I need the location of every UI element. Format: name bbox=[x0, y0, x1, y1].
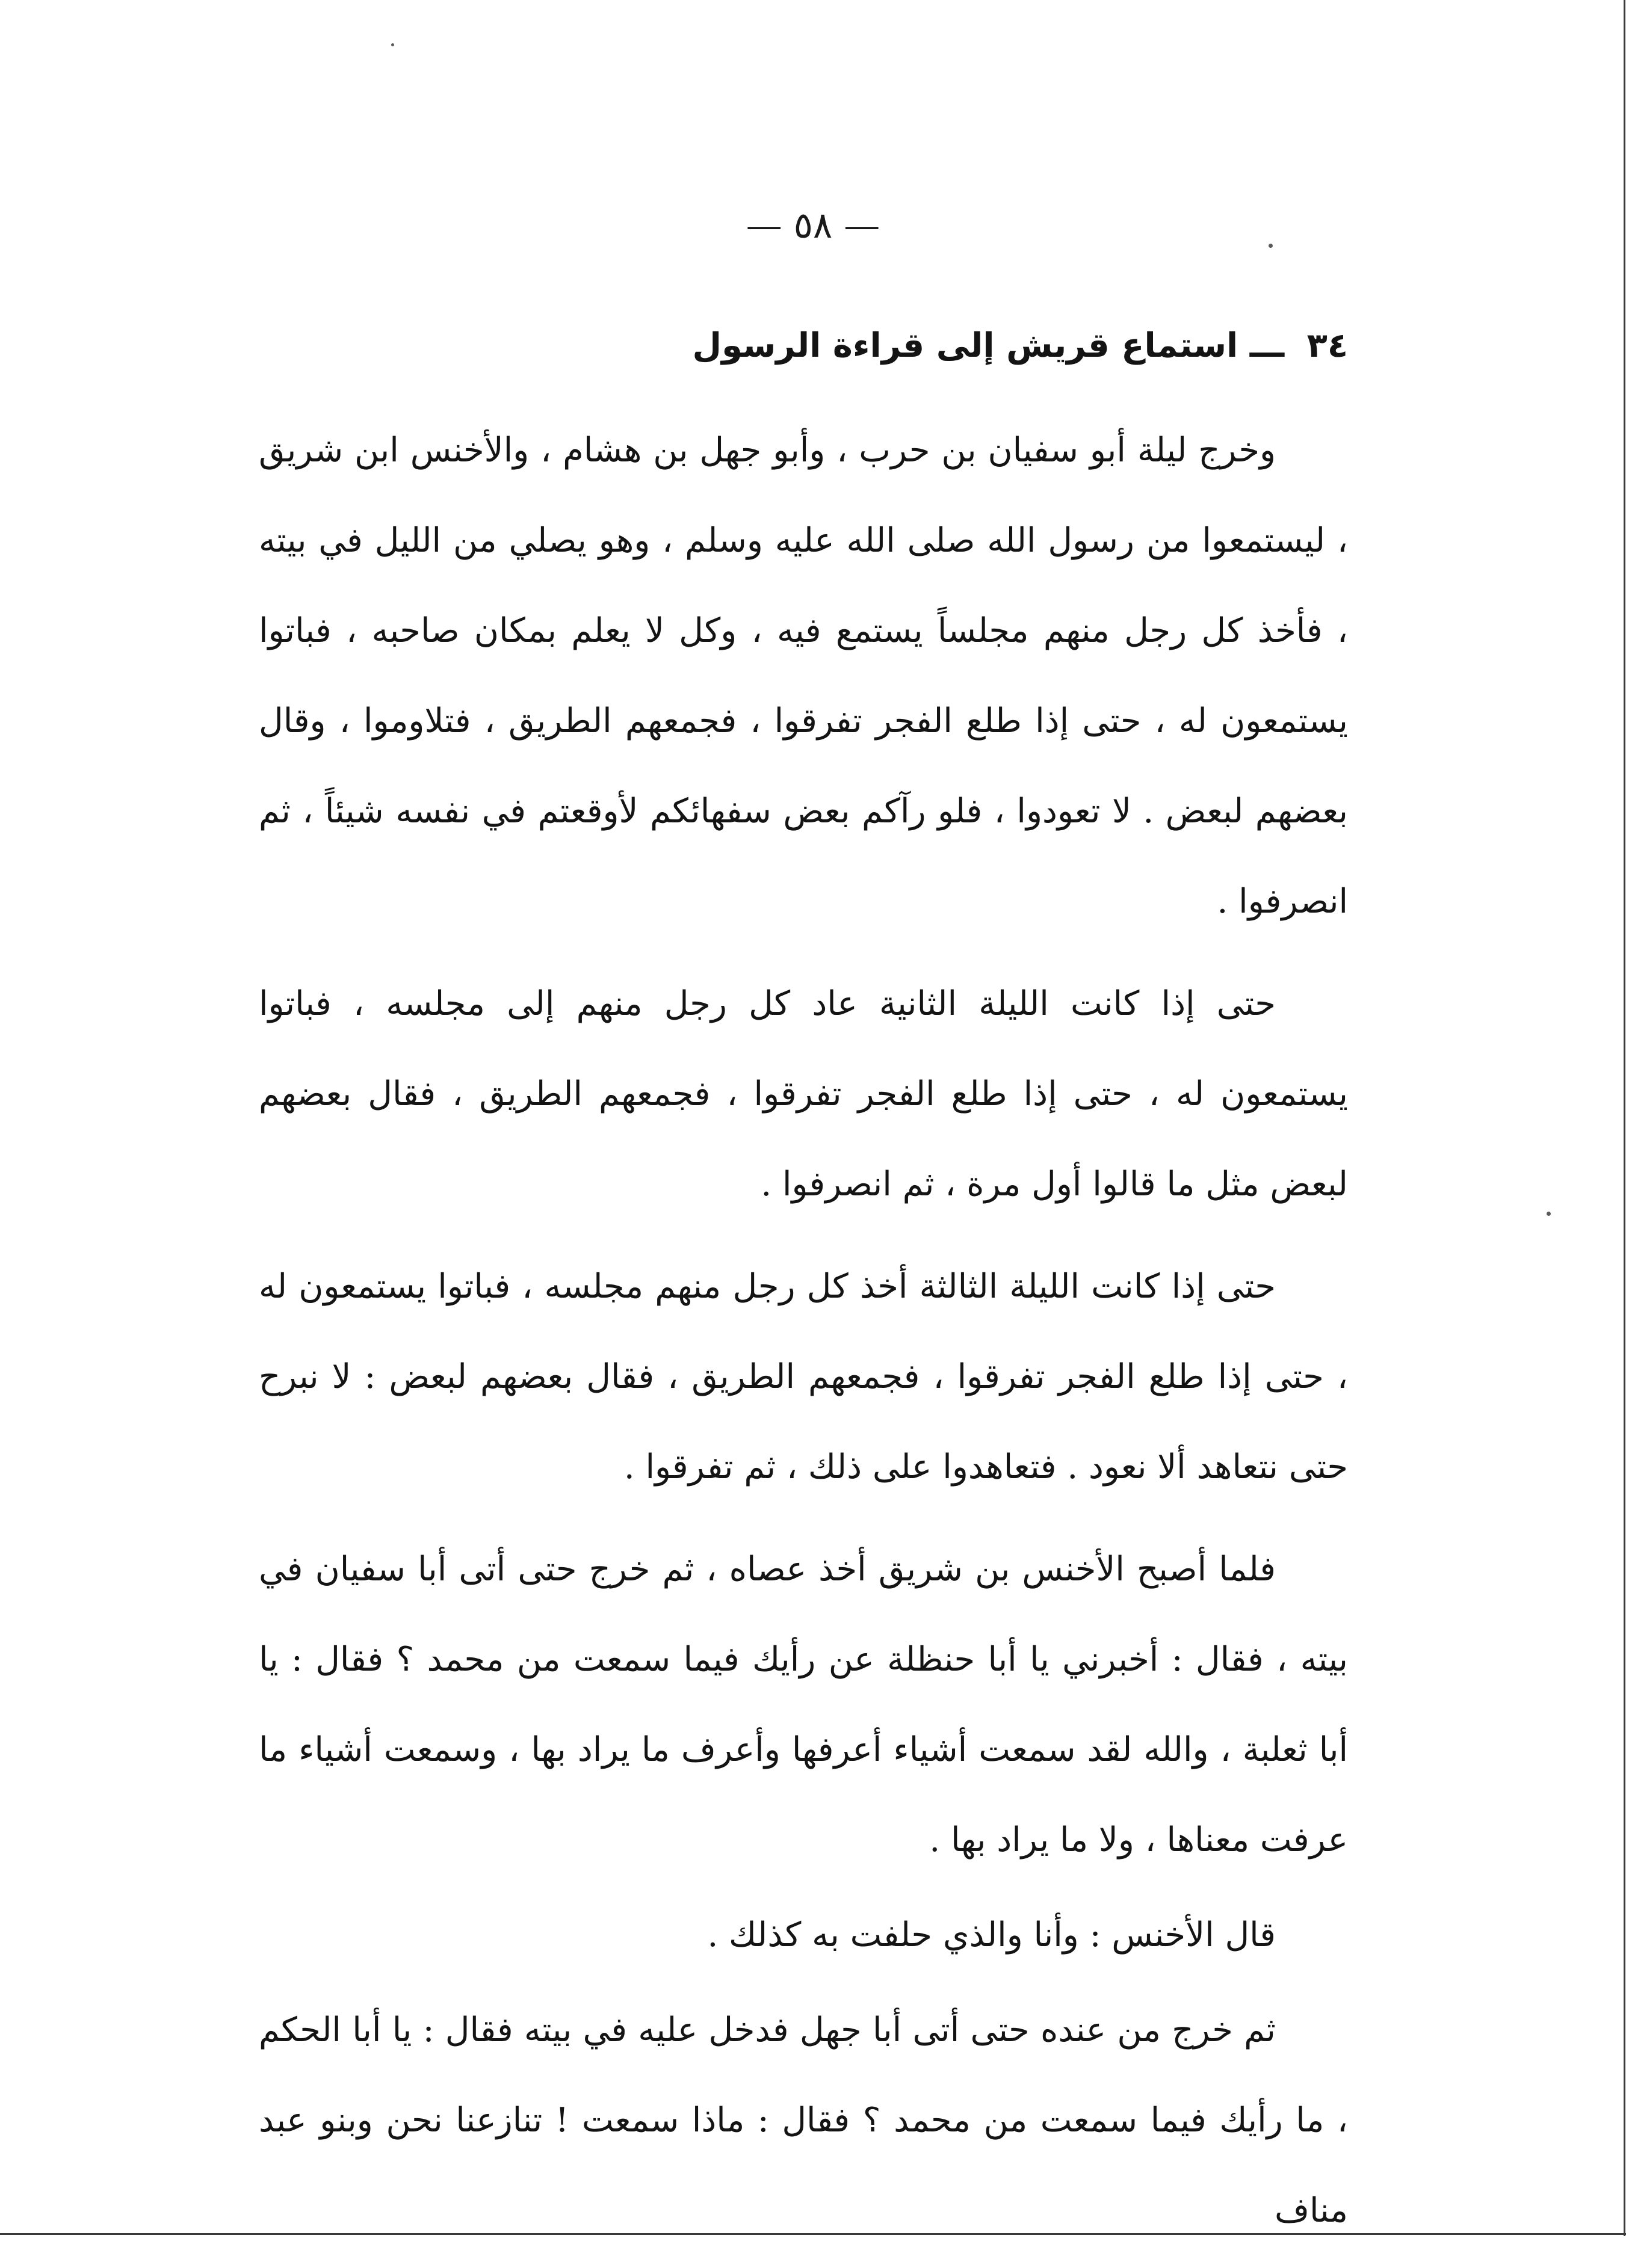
scan-speck bbox=[1547, 1212, 1551, 1216]
paragraph-3: حتى إذا كانت الليلة الثالثة أخذ كل رجل منهم مجلسه ، فباتوا يستمعون له ، حتى إذا طلع الفجر تفرقوا ، فجمعهم الطريق ، فقال بعضهم لبعض : لا نبرح حتى نتعاهد ألا نعود . فتعاهدوا على ذلك ، ثم تفرقوا . bbox=[259, 1267, 1349, 1487]
paragraph-1: وخرج ليلة أبو سفيان بن حرب ، وأبو جهل بن هشام ، والأخنس ابن شريق ، ليستمعوا من رسول الله صلى الله عليه وسلم ، وهو يصلي من الليل في بيته ، فأخذ كل رجل منهم مجلساً يستمع فيه ، وكل لا يعلم بمكان صاحبه ، فباتوا يستمعون له ، حتى إذا طلع الفجر تفرقوا ، فجمعهم الطريق ، فتلاوموا ، وقال بعضهم لبعض . لا تعودوا ، فلو رآكم بعض سفهائكم لأوقعتم في نفسه شيئاً ، ثم انصرفوا . bbox=[259, 431, 1349, 921]
page-content bbox=[259, 313, 1348, 2268]
paragraph-2: حتى إذا كانت الليلة الثانية عاد كل رجل منهم إلى مجلسه ، فباتوا يستمعون له ، حتى إذا طلع الفجر تفرقوا ، فجمعهم الطريق ، فقال بعضهم لبعض مثل ما قالوا أول مرة ، ثم انصرفوا . bbox=[259, 984, 1348, 1204]
paragraph-6: ثم خرج من عنده حتى أتى أبا جهل فدخل عليه في بيته فقال : يا أبا الحكم ، ما رأيك فيما سمعت من محمد ؟ فقال : ماذا سمعت ! تنازعنا نحن وبنو عبد مناف bbox=[259, 2011, 1348, 2230]
section-number: ٣٤ bbox=[1306, 326, 1348, 365]
paragraph-5: قال الأخنس : وأنا والذي حلفت به كذلك . bbox=[707, 1915, 1276, 1955]
scan-speck bbox=[1269, 244, 1273, 248]
paragraph-4: فلما أصبح الأخنس بن شريق أخذ عصاه ، ثم خرج حتى أتى أبا سفيان في بيته ، فقال : أخبرني يا أبا حنظلة عن رأيك فيما سمعت من محمد ؟ فقال : يا أبا ثعلبة ، والله لقد سمعت أشياء أعرفها وأعرف ما يراد بها ، وسمعت أشياء ما عرفت معناها ، ولا ما يراد بها . bbox=[259, 1550, 1349, 1860]
section-title: استماع قريش إلى قراءة الرسول bbox=[692, 326, 1238, 365]
page-number: — ٥٨ — bbox=[746, 205, 880, 247]
section-heading bbox=[259, 313, 1348, 379]
section-dash: ـــ bbox=[1249, 326, 1285, 365]
scan-speck bbox=[391, 43, 394, 46]
scan-edge-right bbox=[1624, 0, 1625, 2236]
scan-edge-bottom bbox=[0, 2233, 1626, 2235]
